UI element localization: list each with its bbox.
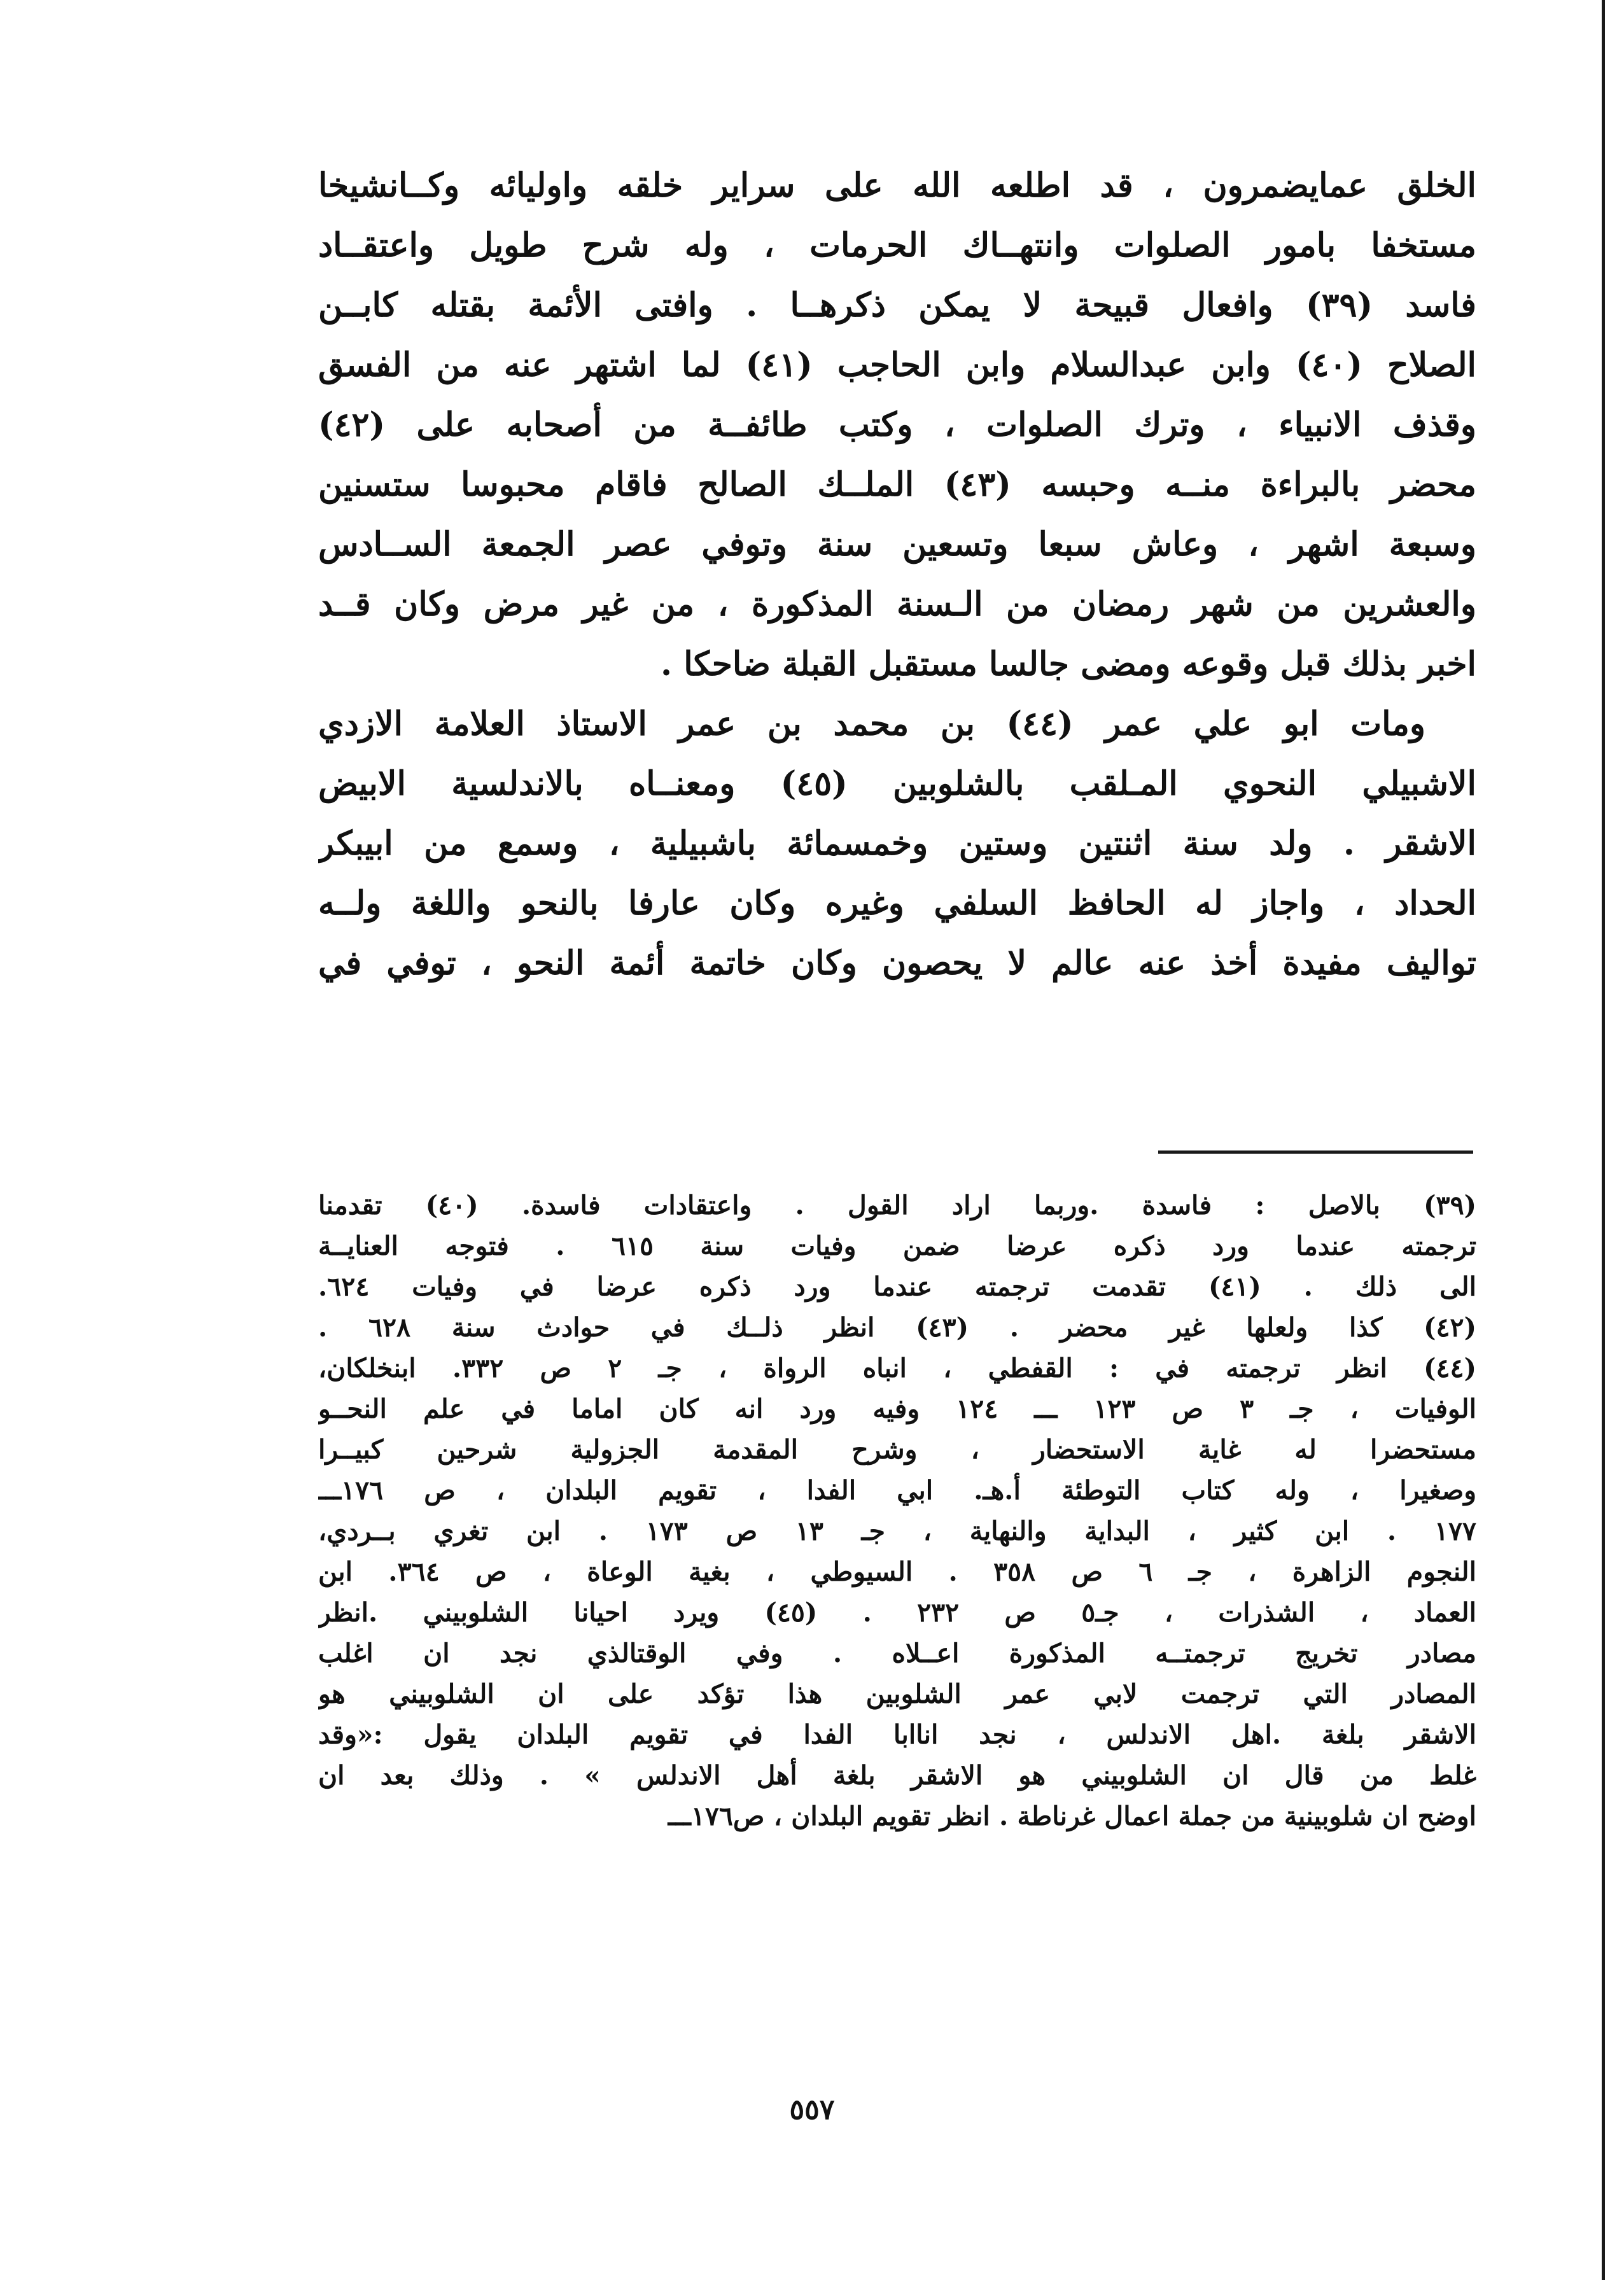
footnote-separator xyxy=(1158,1150,1473,1154)
footnote-line: مستحضرا له غاية الاستحضار ، وشرح المقدمة الجزولية شرحين كبيــرا xyxy=(318,1434,1476,1465)
main-text-line: مستخفا بامور الصلوات وانتهــاك الحرمات ، وله شرح طويل واعتقــاد xyxy=(318,226,1476,265)
main-text-line: الحداد ، واجاز له الحافظ السلفي وغيره وكان عارفا بالنحو واللغة ولــه xyxy=(318,884,1476,923)
footnote-line: العماد ، الشذرات ، جـ٥ ص ٢٣٢ . (٤٥) ويرد احيانا الشلوبيني .انظر xyxy=(318,1597,1476,1628)
main-text-line: وسبعة اشهر ، وعاش سبعا وتسعين سنة وتوفي عصر الجمعة الســادس xyxy=(318,525,1476,564)
main-text-line: تواليف مفيدة أخذ عنه عالم لا يحصون وكان خاتمة أئمة النحو ، توفي في xyxy=(318,944,1476,983)
footnote-line: غلط من قال ان الشلوبيني هو الاشقر بلغة أهل الاندلس » . وذلك بعد ان xyxy=(318,1760,1476,1791)
main-text-line: الصلاح (٤٠) وابن عبدالسلام وابن الحاجب (٤١) لما اشتهر عنه من الفسق xyxy=(318,346,1476,384)
footnote-line: الاشقر بلغة .اهل الاندلس ، نجد اناابا الفدا في تقويم البلدان يقول :«وقد xyxy=(318,1719,1476,1750)
main-text-body xyxy=(318,156,1476,993)
footnote-line: ١٧٧ . ابن كثير ، البداية والنهاية ، جـ ١٣ ص ١٧٣ . ابن تغري بــردي، xyxy=(318,1516,1476,1546)
footnote-line: (٤٢) كذا ولعلها غير محضر . (٤٣) انظر ذلــك في حوادث سنة ٦٢٨ . xyxy=(318,1312,1476,1343)
footnote-line: اوضح ان شلوبينية من جملة اعمال غرناطة . انظر تقويم البلدان ، ص١٧٦ـــ xyxy=(668,1801,1476,1831)
main-text-line: فاسد (٣٩) وافعال قبيحة لا يمكن ذكرهــا . وافتى الأئمة بقتله كابــن xyxy=(318,286,1476,325)
footnote-line: مصادر تخريج ترجمتــه المذكورة اعــلاه . وفي الوقتالذي نجد ان اغلب xyxy=(318,1638,1476,1668)
main-text-line: محضر بالبراءة منــه وحبسه (٤٣) الملــك الصالح فاقام محبوسا ستسنين xyxy=(318,465,1476,504)
footnote-line: المصادر التي ترجمت لابي عمر الشلوبين هذا تؤكد على ان الشلوبيني هو xyxy=(318,1679,1476,1709)
main-text-line: ومات ابو علي عمر (٤٤) بن محمد بن عمر الاستاذ العلامة الازدي xyxy=(318,704,1425,743)
footnote-line: وصغيرا ، وله كتاب التوطئة أ.هـ. ابي الفدا ، تقويم البلدان ، ص ١٧٦ـــ xyxy=(318,1475,1476,1506)
page-edge-line xyxy=(1602,0,1605,2280)
footnote-line: (٤٤) انظر ترجمته في : القفطي ، انباه الرواة ، جـ ٢ ص ٣٣٢. ابنخلكان، xyxy=(318,1353,1476,1383)
footnote-line: (٣٩) بالاصل : فاسدة .وربما اراد القول . واعتقادات فاسدة. (٤٠) تقدمنا xyxy=(318,1190,1476,1220)
footnote-line: ترجمته عندما ورد ذكره عرضا ضمن وفيات سنة ٦١٥ . فتوجه العنايــة xyxy=(318,1231,1476,1261)
footnote-line: الوفيات ، جـ ٣ ص ١٢٣ ـــ ١٢٤ وفيه ورد انه كان اماما في علم النحــو xyxy=(318,1394,1476,1424)
main-text-line: وقذف الانبياء ، وترك الصلوات ، وكتب طائفــة من أصحابه على (٤٢) xyxy=(318,405,1476,444)
main-text-line: الاشقر . ولد سنة اثنتين وستين وخمسمائة باشبيلية ، وسمع من ابيبكر xyxy=(318,824,1476,863)
footnote-line: النجوم الزاهرة ، جـ ٦ ص ٣٥٨ . السيوطي ، بغية الوعاة ، ص ٣٦٤. ابن xyxy=(318,1556,1476,1587)
main-text-line: الخلق عمايضمرون ، قد اطلعه الله على سراير خلقه واوليائه وكــانشيخا xyxy=(318,166,1476,205)
page-number: ٥٥٧ xyxy=(789,2094,835,2126)
footnotes xyxy=(318,1185,1476,1836)
main-text-line: الاشبيلي النحوي المـلقب بالشلوبين (٤٥) ومعنــاه بالاندلسية الابيض xyxy=(318,764,1476,803)
footnote-line: الى ذلك . (٤١) تقدمت ترجمته عندما ورد ذكره عرضا في وفيات ٦٢٤. xyxy=(318,1271,1476,1302)
main-text-line: اخبر بذلك قبل وقوعه ومضى جالسا مستقبل القبلة ضاحكا . xyxy=(661,645,1476,683)
main-text-line: والعشرين من شهر رمضان من الـسنة المذكورة ، من غير مرض وكان قــد xyxy=(318,585,1476,624)
